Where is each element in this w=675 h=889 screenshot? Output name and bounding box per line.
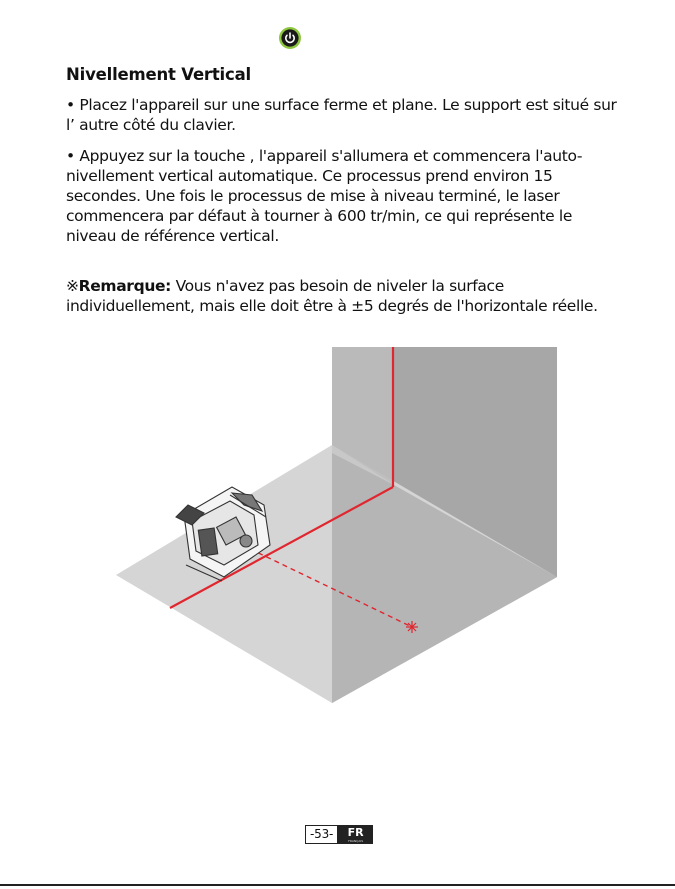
- note-text: Vous n'avez pas besoin de niveler la surface individuellement, mais elle doit être à ±5 degrés de l'horizontale réelle.: [66, 277, 598, 315]
- note-label: Remarque:: [78, 277, 172, 295]
- language-sub: FRANÇAIS: [348, 839, 364, 843]
- paragraph-placement: • Placez l'appareil sur une surface ferme et plane. Le support est situé sur l’ autre côté du clavier.: [66, 96, 617, 134]
- note-symbol: ※: [66, 277, 79, 295]
- language-code: FR: [347, 826, 364, 839]
- bottom-rule: [0, 884, 675, 886]
- laser-level-illustration: [112, 345, 560, 705]
- page-number: -53-: [305, 825, 338, 844]
- power-button-icon: [278, 26, 302, 50]
- note-paragraph: [66, 276, 622, 316]
- page-footer: [305, 825, 373, 844]
- language-badge: [338, 825, 373, 844]
- section-heading: Nivellement Vertical: [66, 65, 251, 84]
- paragraph-power-on: • Appuyez sur la touche , l'appareil s'allumera et commencera l'auto-nivellement vertical automatique. Ce processus prend environ 15 secondes. Une fois le processus de mise à niveau terminé, le laser commencera par défaut à tourner à 600 tr/min, ce qui représente le niveau de référence vertical.: [66, 147, 583, 245]
